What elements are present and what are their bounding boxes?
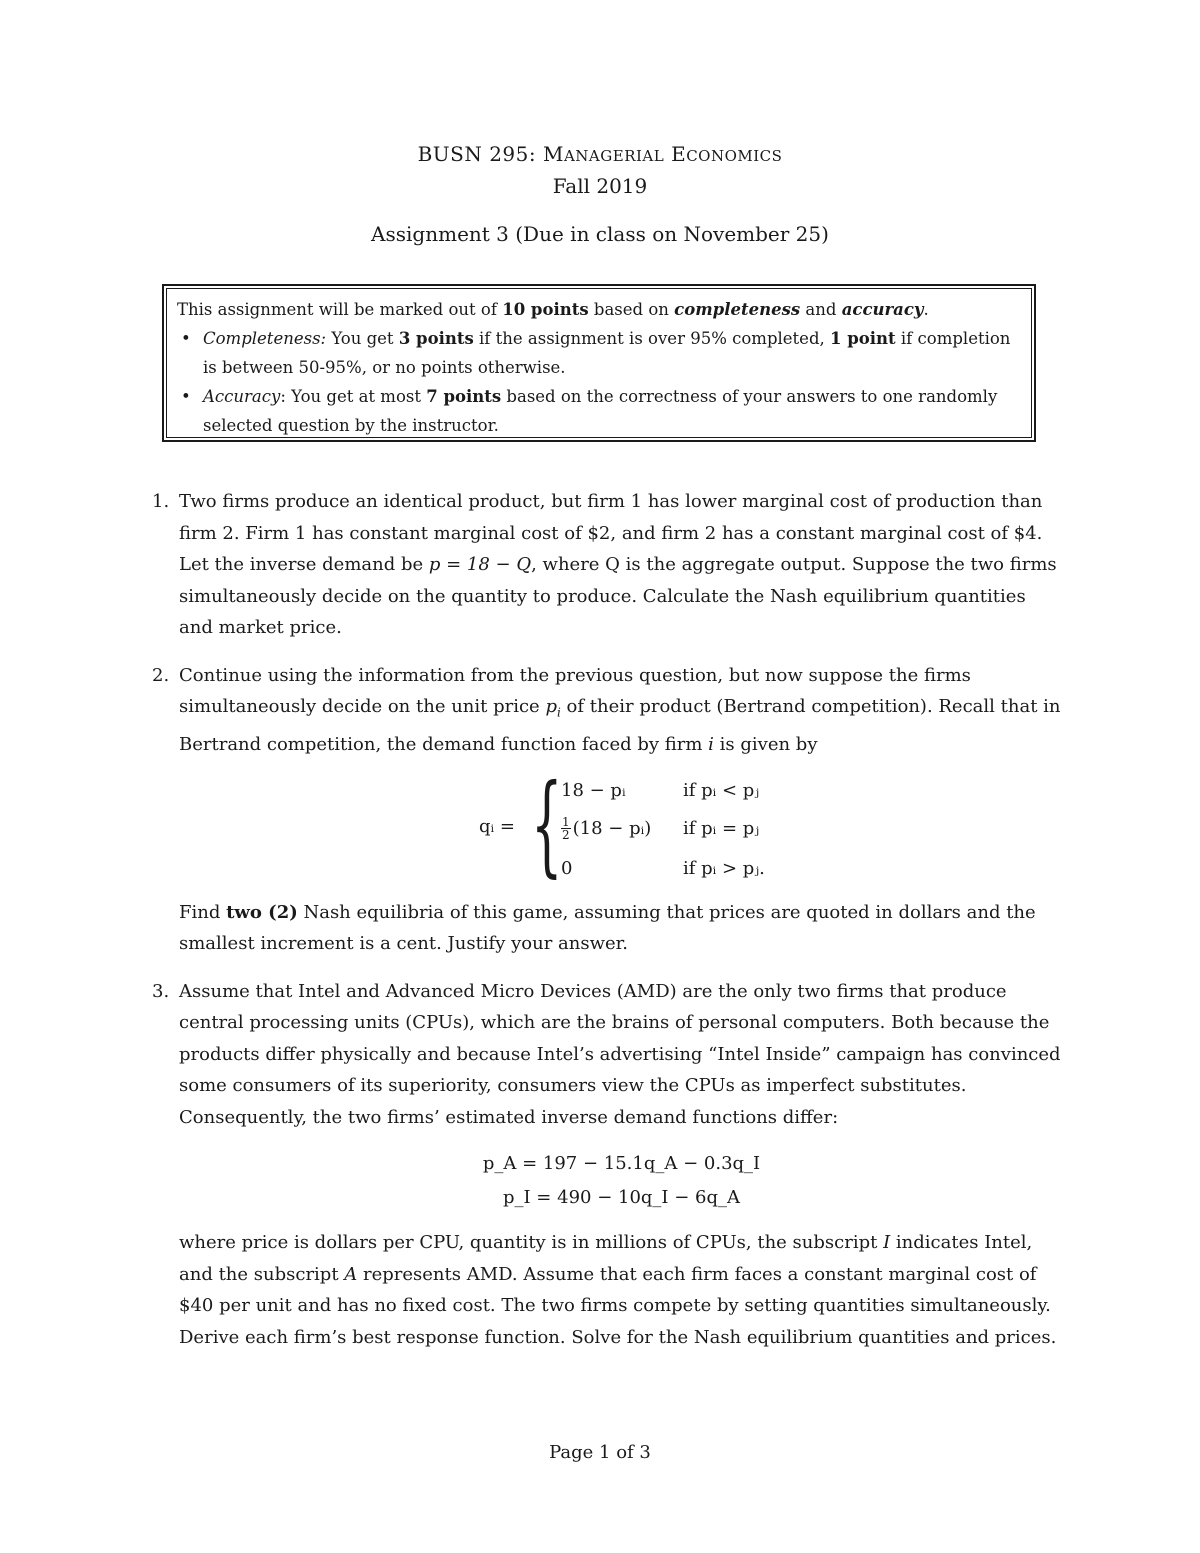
inverse-demand-equations (179, 1147, 1064, 1215)
demand-function-equation (179, 759, 1064, 888)
case-row: 0 if pᵢ > pⱼ. (561, 857, 765, 879)
question-text: Two firms produce an identical product, but firm 1 has lower marginal cost of production than firm 2. Firm 1 has constant marginal cost of $2, and firm 2 has a constant marginal cost of $4. Let the inverse demand be p = 18 − Q, where Q is the aggregate output. Suppose the two firms simultaneously decide on the quantity to produce. Calculate the Nash equilibrium quantities and market price. (179, 491, 1057, 638)
left-brace-icon: { (531, 759, 563, 888)
question-list (152, 486, 1064, 1369)
document-header (0, 142, 1200, 246)
course-name-rest-2: CONOMICS (686, 147, 783, 165)
question-number: 3. (152, 980, 170, 1002)
course-title-separator: : (528, 142, 543, 166)
grading-completeness-item: • Completeness: You get 3 points if the assignment is over 95% completed, 1 point if completion is between 50-95%, or no points otherwise. (177, 324, 1021, 382)
fraction: $\frac{1}{2}$ (562, 815, 570, 843)
equation-lhs: qᵢ = (479, 815, 515, 837)
question-3 (152, 976, 1064, 1354)
grading-box (162, 284, 1036, 442)
course-name-initial-2: E (671, 142, 687, 166)
question-followup: where price is dollars per CPU, quantity is in millions of CPUs, the subscript I indicates Intel, and the subscript A represents AMD. Assume that each firm faces a constant marginal cost of $40 per unit and has no fixed cost. The two firms compete by setting quantities simultaneously. Derive each firm’s best response function. Solve for the Nash equilibrium quantities and prices. (179, 1232, 1057, 1348)
question-2 (152, 660, 1064, 960)
grading-intro: This assignment will be marked out of 10 points based on completeness and accuracy. (177, 300, 929, 319)
equation-amd: p_A = 197 − 15.1q_A − 0.3q_I (482, 1153, 761, 1175)
question-number: 1. (152, 491, 170, 512)
term: Fall 2019 (552, 174, 648, 198)
equation-intel: p_I = 490 − 10q_I − 6q_A (502, 1187, 741, 1209)
assignment-title: Assignment 3 (Due in class on November 25) (371, 222, 829, 246)
question-1 (152, 486, 1064, 644)
question-followup: Find two (2) Nash equilibria of this game, assuming that prices are quoted in dollars and the smallest increment is a cent. Justify your answer. (179, 901, 1036, 955)
question-text: Continue using the information from the previous question, but now suppose the firms simultaneously decide on the unit price $p_i$ of their product (Bertrand competition). Recall that in Bertrand competition, the demand function faced by firm i is given by (179, 664, 1061, 756)
case-row: $\frac{1}{2}$ (18 − pᵢ) if pᵢ = pⱼ (562, 815, 760, 843)
question-number: 2. (152, 664, 170, 686)
course-name-initial-1: M (542, 142, 564, 166)
question-text: Assume that Intel and Advanced Micro Devices (AMD) are the only two firms that produce central processing units (CPUs), which are the brains of personal computers. Both because the products differ physically and because Intel’s advertising “Intel Inside” campaign has convinced some consumers of its superiority, consumers view the CPUs as imperfect substitutes. Consequently, the two firms’ estimated inverse demand functions differ: (179, 980, 1061, 1128)
course-code: BUSN 295 (417, 142, 529, 166)
grading-accuracy-item: • Accuracy: You get at most 7 points based on the correctness of your answers to one randomly selected question by the instructor. (177, 382, 1021, 440)
case-row: 18 − pᵢ if pᵢ < pⱼ (561, 779, 760, 801)
page-number: Page 1 of 3 (549, 1442, 651, 1463)
course-name-rest-1: ANAGERIAL (563, 147, 665, 165)
course-title (0, 142, 1200, 166)
